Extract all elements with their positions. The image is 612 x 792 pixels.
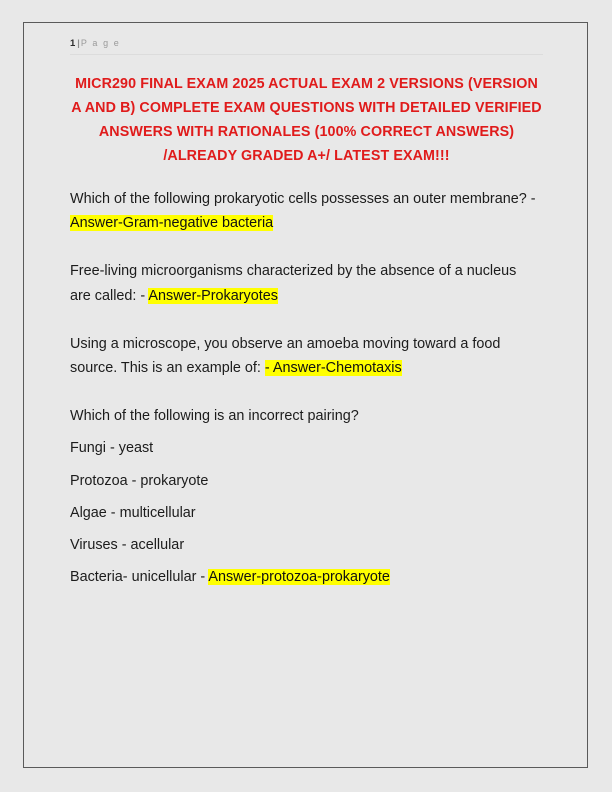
question-prompt-1: Which of the following prokaryotic cells possesses an outer membrane? - bbox=[70, 191, 536, 207]
question-block-2 bbox=[70, 259, 538, 307]
question-answer-1: Answer-Gram-negative bacteria bbox=[70, 215, 274, 232]
option-item-5 bbox=[70, 565, 543, 589]
option-item-3: Algae - multicellular bbox=[70, 504, 196, 521]
question-answer-4: Answer-protozoa-prokaryote bbox=[208, 569, 390, 586]
page-number: 1 bbox=[70, 38, 76, 49]
document-page bbox=[23, 22, 588, 768]
option-item-4: Viruses - acellular bbox=[70, 537, 185, 554]
question-block-3 bbox=[70, 332, 538, 380]
question-answer-2: Answer-Prokaryotes bbox=[148, 287, 278, 304]
page-header bbox=[70, 35, 543, 51]
questions-container bbox=[70, 187, 543, 589]
option-item-2: Protozoa - prokaryote bbox=[70, 472, 209, 489]
question-block-1 bbox=[70, 187, 538, 235]
option-item-5-label: Bacteria- unicellular - bbox=[70, 569, 209, 586]
question-answer-3: - Answer-Chemotaxis bbox=[264, 360, 402, 377]
page-header-label: P a g e bbox=[80, 38, 121, 48]
page-header-separator: | bbox=[77, 38, 80, 48]
question-block-4 bbox=[70, 404, 538, 428]
question-prompt-2: Free-living microorganisms characterized by the absence of a nucleus are called: - bbox=[70, 263, 517, 304]
page-content bbox=[70, 35, 543, 589]
option-item-1: Fungi - yeast bbox=[70, 440, 154, 457]
question-prompt-3: Using a microscope, you observe an amoeba moving toward a food source. This is an example of: bbox=[70, 335, 501, 377]
question-prompt-4: Which of the following is an incorrect pairing? bbox=[70, 408, 359, 425]
header-divider bbox=[70, 54, 543, 55]
document-title: MICR290 FINAL EXAM 2025 ACTUAL EXAM 2 VERSIONS (VERSION A AND B) COMPLETE EXAM QUESTIONS WITH DETAILED VERIFIED ANSWERS WITH RATIONALES (100% CORRECT ANSWERS) /ALREADY GRADED A+/ LATEST EXAM!!! bbox=[71, 76, 542, 164]
